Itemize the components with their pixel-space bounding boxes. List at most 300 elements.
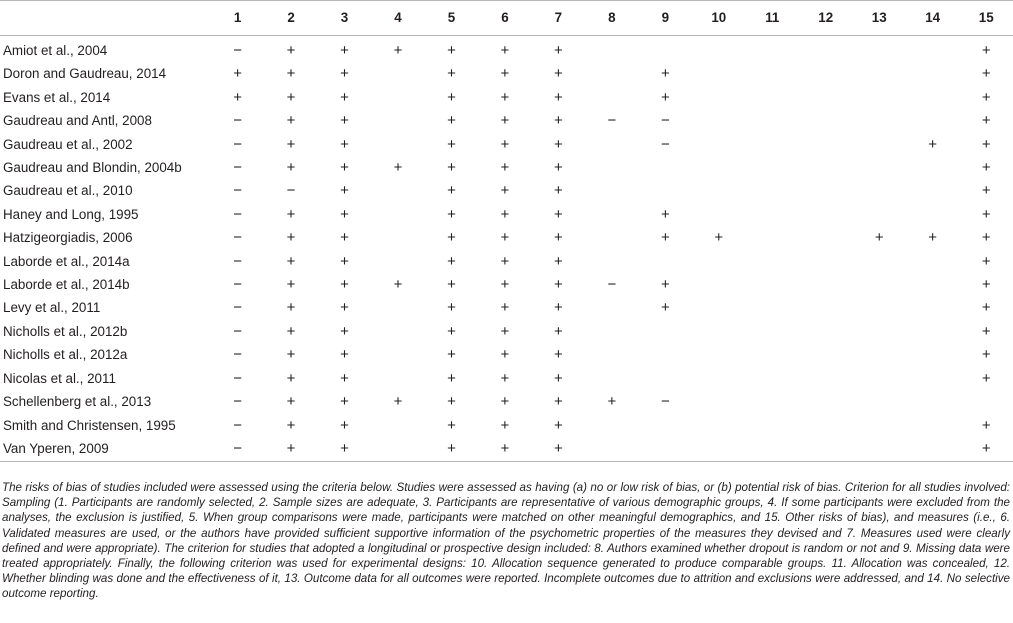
column-header-criterion-1: 1 <box>211 1 264 36</box>
rating-cell: + <box>340 65 349 83</box>
rating-cell: + <box>447 369 456 387</box>
table-row <box>0 156 1013 179</box>
rating-cell <box>746 414 799 437</box>
rating-cell <box>746 86 799 109</box>
rating-cell: + <box>554 88 563 106</box>
rating-cell <box>371 226 424 249</box>
rating-cell <box>746 36 799 63</box>
rating-cell: + <box>286 252 296 270</box>
study-name-cell: Gaudreau et al., 2002 <box>3 136 133 152</box>
rating-cell <box>371 133 424 156</box>
rating-cell <box>371 86 424 109</box>
rating-cell: + <box>447 65 456 83</box>
table-row <box>0 179 1013 202</box>
rating-cell <box>799 250 852 273</box>
rating-cell: + <box>340 369 349 387</box>
rating-cell: + <box>340 42 349 59</box>
rating-cell <box>746 390 799 413</box>
rating-cell <box>799 109 852 132</box>
rating-cell: + <box>500 393 510 411</box>
rating-cell: + <box>981 88 991 106</box>
rating-cell: + <box>607 393 617 411</box>
table-row <box>0 36 1013 63</box>
study-name-cell: Nicholls et al., 2012a <box>3 347 128 363</box>
column-header-study <box>0 1 211 36</box>
rating-cell <box>692 320 745 343</box>
rating-cell: + <box>393 276 403 294</box>
study-name-cell: Gaudreau et al., 2010 <box>3 183 133 199</box>
study-name-cell: Laborde et al., 2014a <box>3 253 130 269</box>
rating-cell <box>639 343 692 366</box>
rating-cell: + <box>447 88 456 106</box>
rating-cell <box>585 296 638 319</box>
rating-cell: + <box>554 159 563 177</box>
column-header-criterion-9: 9 <box>639 1 692 36</box>
rating-cell <box>639 367 692 390</box>
rating-cell <box>692 296 745 319</box>
rating-cell: + <box>981 205 991 223</box>
rating-cell <box>371 296 424 319</box>
table-row <box>0 133 1013 156</box>
rating-cell <box>906 156 959 179</box>
rating-cell <box>639 414 692 437</box>
rating-cell <box>746 203 799 226</box>
rating-cell <box>746 296 799 319</box>
rating-cell <box>852 86 905 109</box>
column-header-criterion-5: 5 <box>425 1 478 36</box>
rating-cell: − <box>233 369 242 387</box>
rating-cell: + <box>500 182 510 200</box>
rating-cell: + <box>554 299 563 317</box>
rating-cell <box>585 203 638 226</box>
rating-cell: + <box>714 229 724 247</box>
rating-cell: + <box>447 205 456 223</box>
rating-cell <box>639 320 692 343</box>
rating-cell <box>692 250 745 273</box>
rating-cell <box>585 179 638 202</box>
rating-cell: + <box>340 416 349 434</box>
rating-cell: + <box>447 135 456 153</box>
rating-cell <box>692 437 745 462</box>
rating-cell: + <box>447 159 456 177</box>
rating-cell: + <box>981 369 991 387</box>
rating-cell: − <box>607 112 617 130</box>
column-header-criterion-6: 6 <box>478 1 531 36</box>
column-header-criterion-7: 7 <box>532 1 585 36</box>
rating-cell: + <box>981 416 991 434</box>
rating-cell <box>799 414 852 437</box>
rating-cell: + <box>554 416 563 434</box>
table-row <box>0 250 1013 273</box>
rating-cell: + <box>233 65 242 83</box>
rating-cell <box>692 156 745 179</box>
rating-cell: − <box>233 416 242 434</box>
rating-cell <box>852 156 905 179</box>
rating-cell: − <box>660 393 670 411</box>
rating-cell <box>852 250 905 273</box>
rating-cell: + <box>286 112 296 130</box>
rating-cell: + <box>981 276 991 294</box>
rating-cell: + <box>554 252 563 270</box>
rating-cell <box>852 390 905 413</box>
rating-cell: + <box>928 229 938 247</box>
rating-cell: + <box>660 88 670 106</box>
rating-cell: + <box>500 159 510 177</box>
rating-cell <box>852 36 905 63</box>
rating-cell <box>799 62 852 85</box>
rating-cell: + <box>981 135 991 153</box>
rating-cell: + <box>874 229 884 247</box>
rating-cell: + <box>532 437 585 462</box>
rating-cell <box>371 320 424 343</box>
rating-cell <box>906 296 959 319</box>
rating-cell <box>746 320 799 343</box>
study-name-cell: Laborde et al., 2014b <box>3 277 130 293</box>
rating-cell: + <box>447 322 456 340</box>
rating-cell: − <box>233 159 242 177</box>
rating-cell <box>692 179 745 202</box>
rating-cell <box>852 414 905 437</box>
rating-cell <box>585 62 638 85</box>
study-name-cell: Smith and Christensen, 1995 <box>3 417 176 433</box>
table-row <box>0 296 1013 319</box>
rating-cell: + <box>447 112 456 130</box>
table-body <box>0 36 1013 462</box>
rating-cell <box>371 62 424 85</box>
rating-cell <box>639 156 692 179</box>
rating-cell <box>692 414 745 437</box>
rating-cell <box>746 437 799 462</box>
rating-cell: + <box>500 229 510 247</box>
rating-cell <box>692 273 745 296</box>
rating-cell <box>906 273 959 296</box>
rating-cell: + <box>981 299 991 317</box>
rating-cell <box>799 343 852 366</box>
rating-cell <box>746 62 799 85</box>
rating-cell: + <box>554 229 563 247</box>
rating-cell <box>585 343 638 366</box>
rating-cell: + <box>554 182 563 200</box>
rating-cell <box>585 320 638 343</box>
rating-cell <box>799 36 852 63</box>
rating-cell <box>852 273 905 296</box>
rating-cell: + <box>554 65 563 83</box>
table-header-row <box>0 1 1013 36</box>
rating-cell: + <box>500 65 510 83</box>
rating-cell: + <box>286 322 296 340</box>
rating-cell <box>746 179 799 202</box>
rating-cell: − <box>233 182 242 200</box>
rating-cell: + <box>981 252 991 270</box>
rating-cell: − <box>286 182 296 200</box>
rating-cell <box>852 133 905 156</box>
rating-cell: + <box>554 42 563 59</box>
rating-cell <box>852 367 905 390</box>
rating-cell: − <box>233 112 242 130</box>
rating-cell <box>692 86 745 109</box>
rating-cell: + <box>340 322 349 340</box>
table-row <box>0 226 1013 249</box>
rating-cell: + <box>393 42 403 59</box>
rating-cell <box>799 390 852 413</box>
rating-cell <box>585 156 638 179</box>
study-name-cell: Nicolas et al., 2011 <box>3 370 116 386</box>
rating-cell: + <box>286 416 296 434</box>
table-row <box>0 62 1013 85</box>
rating-cell <box>692 133 745 156</box>
rating-cell <box>906 86 959 109</box>
rating-cell <box>371 179 424 202</box>
rating-cell <box>639 179 692 202</box>
rating-cell: + <box>500 369 510 387</box>
rating-cell <box>746 343 799 366</box>
rating-cell: − <box>660 112 670 130</box>
rating-cell: + <box>233 88 242 106</box>
rating-cell: + <box>340 393 349 411</box>
rating-cell: + <box>554 276 563 294</box>
rating-cell <box>799 203 852 226</box>
rating-cell: + <box>286 42 296 59</box>
rating-cell <box>906 62 959 85</box>
table-row <box>0 203 1013 226</box>
rating-cell: + <box>500 88 510 106</box>
table-row <box>0 343 1013 366</box>
rating-cell <box>852 109 905 132</box>
rating-cell: + <box>425 437 478 462</box>
rating-cell <box>799 367 852 390</box>
rating-cell <box>585 367 638 390</box>
rating-cell: + <box>500 416 510 434</box>
rating-cell: + <box>286 369 296 387</box>
rating-cell <box>585 226 638 249</box>
rating-cell <box>692 390 745 413</box>
rating-cell: + <box>447 276 456 294</box>
rating-cell: − <box>233 322 242 340</box>
rating-cell <box>906 109 959 132</box>
rating-cell: − <box>211 437 264 462</box>
column-header-criterion-15: 15 <box>959 1 1013 36</box>
rating-cell: + <box>981 322 991 340</box>
rating-cell: + <box>981 112 991 130</box>
rating-cell: + <box>981 65 991 83</box>
rating-cell: + <box>660 229 670 247</box>
rating-cell: + <box>286 276 296 294</box>
rating-cell: + <box>660 299 670 317</box>
rating-cell <box>852 179 905 202</box>
table-row <box>0 390 1013 413</box>
column-header-criterion-11: 11 <box>746 1 799 36</box>
rating-cell: + <box>554 322 563 340</box>
rating-cell: + <box>981 229 991 247</box>
rating-cell: + <box>340 346 349 364</box>
rating-cell <box>906 367 959 390</box>
rating-cell: − <box>233 346 242 364</box>
column-header-criterion-14: 14 <box>906 1 959 36</box>
rating-cell <box>852 320 905 343</box>
study-name-cell: Doron and Gaudreau, 2014 <box>3 66 167 82</box>
rating-cell <box>799 226 852 249</box>
rating-cell <box>799 156 852 179</box>
study-name-cell: Levy et al., 2011 <box>3 300 101 316</box>
table-row <box>0 273 1013 296</box>
rating-cell: + <box>393 159 403 177</box>
rating-cell: + <box>554 205 563 223</box>
rating-cell: + <box>447 182 456 200</box>
rating-cell: + <box>959 437 1013 462</box>
rating-cell: + <box>500 252 510 270</box>
rating-cell: + <box>447 346 456 364</box>
rating-cell: + <box>286 299 296 317</box>
rating-cell <box>906 250 959 273</box>
rating-cell: + <box>554 346 563 364</box>
rating-cell: + <box>340 299 349 317</box>
study-name-cell: Gaudreau and Antl, 2008 <box>3 113 152 129</box>
rating-cell: + <box>500 205 510 223</box>
column-header-criterion-8: 8 <box>585 1 638 36</box>
rating-cell: + <box>500 299 510 317</box>
rating-cell <box>746 156 799 179</box>
rating-cell: + <box>286 135 296 153</box>
rating-cell: + <box>340 182 349 200</box>
rating-cell <box>585 250 638 273</box>
rating-cell: − <box>233 42 242 59</box>
table-row <box>0 437 1013 462</box>
rating-cell: − <box>233 229 242 247</box>
rating-cell: + <box>286 159 296 177</box>
rating-cell: + <box>264 437 317 462</box>
rating-cell: + <box>981 182 991 200</box>
table-footnote: The risks of bias of studies included were assessed using the criteria below. Studies were assessed as having (a) no or low risk of bias, or (b) potential risk of bias. Criterion for all studies involved: Sampling (1. Participants are randomly selected, 2. Sample sizes are adequate, 3. Participants are representative of various demographic groups, 4. If some participants were excluded from the analyses, the exclusion is justified, 5. When group comparisons were made, participants were matched on other meaningful demographics, and 15. Other risks of bias), and measures (i.e., 6. Validated measures are used, or the authors have provided sufficient supportive information of the psychometric properties of the measures they devised and 7. Measures used were clearly defined and were appropriate). The criterion for studies that adopted a longitudinal or prospective design included: 8. Authors examined whether dropout is random or not and 9. Missing data were treated appropriately. Finally, the following criterion was used for experimental designs: 10. Allocation sequence generated to produce comparable groups. 11. Allocation was concealed, 12. Whether blinding was done and the effectiveness of it, 13. Outcome data for all outcomes were reported. Incomplete outcomes due to attrition and exclusions were addressed, and 14. No selective outcome reporting. <box>2 481 1010 601</box>
rating-cell: + <box>554 112 563 130</box>
rating-cell <box>585 36 638 63</box>
column-header-criterion-3: 3 <box>318 1 371 36</box>
rating-cell <box>906 203 959 226</box>
rating-cell <box>906 437 959 462</box>
rating-cell: + <box>340 276 349 294</box>
column-header-criterion-12: 12 <box>799 1 852 36</box>
rating-cell: − <box>607 276 617 294</box>
rating-cell <box>906 36 959 63</box>
rating-cell: + <box>554 135 563 153</box>
rating-cell: + <box>447 229 456 247</box>
rating-cell <box>852 203 905 226</box>
study-name-cell: Schellenberg et al., 2013 <box>3 394 152 410</box>
rating-cell: + <box>500 346 510 364</box>
rating-cell <box>906 343 959 366</box>
rating-cell: + <box>447 393 456 411</box>
rating-cell <box>799 320 852 343</box>
rating-cell <box>639 250 692 273</box>
rating-cell: + <box>928 135 938 153</box>
rating-cell: + <box>447 416 456 434</box>
rating-cell: − <box>233 135 242 153</box>
table-row <box>0 109 1013 132</box>
rating-cell: − <box>233 205 242 223</box>
rating-cell <box>906 179 959 202</box>
rating-cell: + <box>286 65 296 83</box>
rating-cell: − <box>660 135 670 153</box>
rating-cell <box>852 437 905 462</box>
rating-cell <box>371 437 424 462</box>
rating-cell: + <box>981 42 991 59</box>
rating-cell <box>639 437 692 462</box>
rating-cell: + <box>447 252 456 270</box>
rating-cell: + <box>286 229 296 247</box>
rating-cell: + <box>340 205 349 223</box>
rating-cell <box>371 343 424 366</box>
rating-cell: + <box>286 346 296 364</box>
rating-cell: + <box>286 393 296 411</box>
rating-cell <box>585 86 638 109</box>
study-name-cell: Nicholls et al., 2012b <box>3 323 128 339</box>
column-header-criterion-13: 13 <box>852 1 905 36</box>
rating-cell <box>799 86 852 109</box>
study-name-cell: Van Yperen, 2009 <box>0 437 211 462</box>
rating-cell <box>959 390 1013 413</box>
rating-cell: + <box>500 322 510 340</box>
rating-cell <box>371 250 424 273</box>
rating-cell <box>906 414 959 437</box>
rating-cell: + <box>500 112 510 130</box>
rating-cell <box>585 133 638 156</box>
rating-cell: + <box>500 276 510 294</box>
rating-cell <box>799 179 852 202</box>
rating-cell <box>852 62 905 85</box>
rating-cell <box>692 62 745 85</box>
rating-cell <box>852 296 905 319</box>
rating-cell <box>746 250 799 273</box>
rating-cell: + <box>478 437 531 462</box>
rating-cell: + <box>500 42 510 59</box>
rating-cell <box>799 133 852 156</box>
rating-cell <box>852 343 905 366</box>
table-row <box>0 414 1013 437</box>
rating-cell <box>585 437 638 462</box>
rating-cell <box>692 109 745 132</box>
rating-cell: + <box>393 393 403 411</box>
rating-cell: + <box>981 346 991 364</box>
rating-cell: + <box>447 299 456 317</box>
rating-cell: + <box>286 205 296 223</box>
rating-cell <box>585 414 638 437</box>
rating-cell: + <box>318 437 371 462</box>
rating-cell <box>371 203 424 226</box>
rating-cell: − <box>233 252 242 270</box>
rating-cell <box>906 390 959 413</box>
table-row <box>0 320 1013 343</box>
rating-cell <box>371 367 424 390</box>
rating-cell: + <box>554 393 563 411</box>
rating-cell <box>639 36 692 63</box>
rating-cell: + <box>981 159 991 177</box>
rating-cell <box>371 109 424 132</box>
rating-cell: − <box>233 276 242 294</box>
rating-cell: + <box>447 42 456 59</box>
table-row <box>0 86 1013 109</box>
rating-cell: + <box>340 88 349 106</box>
rating-cell <box>746 133 799 156</box>
rating-cell: + <box>500 135 510 153</box>
rating-cell: + <box>340 159 349 177</box>
rating-cell <box>799 437 852 462</box>
rating-cell <box>371 414 424 437</box>
rating-cell <box>799 273 852 296</box>
rating-cell <box>799 296 852 319</box>
rating-cell <box>906 320 959 343</box>
study-name-cell: Gaudreau and Blondin, 2004b <box>3 160 182 176</box>
rating-cell <box>746 273 799 296</box>
rating-cell <box>692 203 745 226</box>
